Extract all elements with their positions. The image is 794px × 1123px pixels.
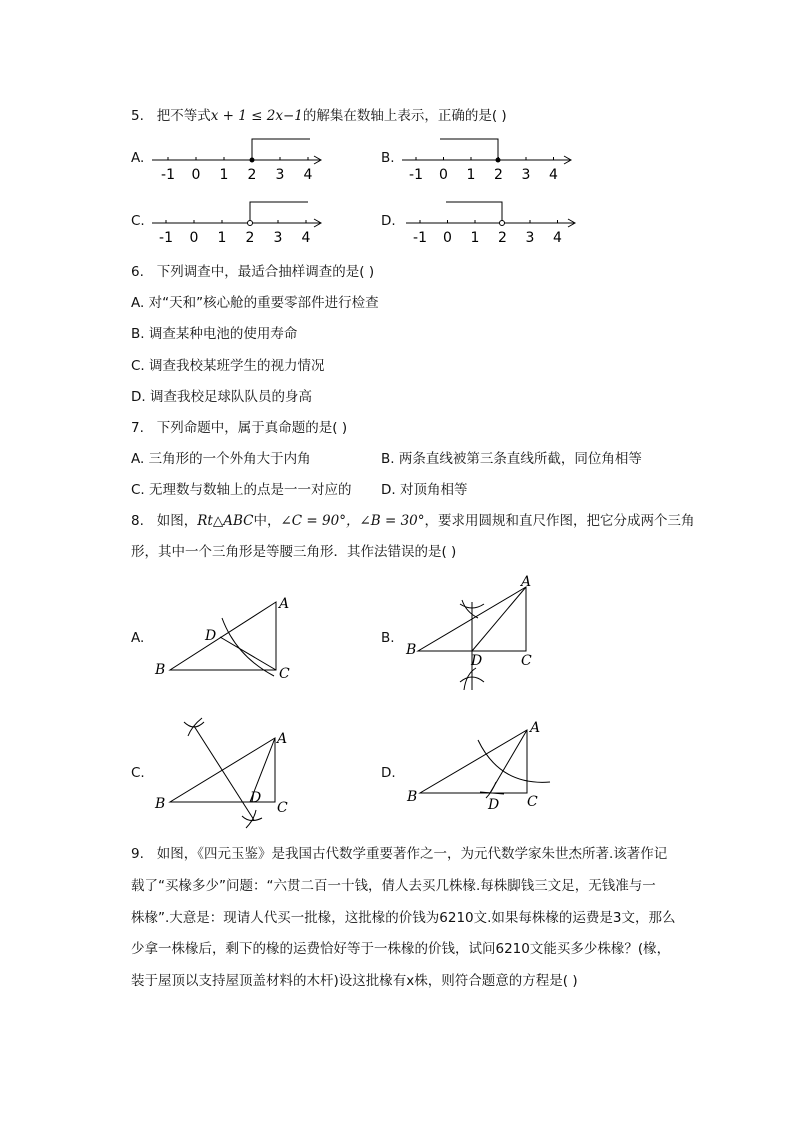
q8-stem-line2: 形，其中一个三角形是等腰三角形．其作法错误的是( ) bbox=[131, 544, 457, 560]
q6-option-d[interactable]: D. 调查我校足球队队员的身高 bbox=[131, 389, 312, 405]
tick-label: 3 bbox=[521, 167, 531, 183]
q6-option-c[interactable]: C. 调查我校某班学生的视力情况 bbox=[131, 358, 325, 374]
q7-option-d[interactable]: D. 对顶角相等 bbox=[381, 482, 468, 498]
q6-number: 6. bbox=[131, 264, 144, 280]
tick-label: 2 bbox=[498, 230, 507, 246]
q8-stem-post: ，要求用圆规和直尺作图，把它分成两个三角 bbox=[424, 513, 695, 529]
q8-b-label-b: B bbox=[406, 642, 417, 658]
q8-c-label-d: D bbox=[250, 790, 262, 806]
q7-stem bbox=[131, 416, 347, 436]
q5-number: 5. bbox=[131, 108, 144, 124]
tick-label: 2 bbox=[245, 230, 255, 246]
q7-number: 7. bbox=[131, 420, 144, 436]
q6-stem bbox=[131, 260, 374, 280]
q8-option-d-label[interactable]: D. bbox=[381, 765, 396, 781]
q8-figure-d[interactable] bbox=[400, 716, 560, 826]
q5-stem-pre: 把不等式 bbox=[156, 108, 211, 124]
q5-c-ticks bbox=[159, 220, 311, 246]
q6-option-b[interactable]: B. 调查某种电池的使用寿命 bbox=[131, 326, 298, 342]
tick-label: 4 bbox=[303, 167, 313, 183]
tick-label: 3 bbox=[525, 230, 535, 246]
tick-label: 1 bbox=[466, 167, 476, 183]
q9-line-4: 少拿一株椽后，剩下的椽的运费恰好等于一株椽的价钱，试问6210文能买多少株椽？(椽， bbox=[131, 941, 671, 957]
q9-line-2: 载了“买椽多少”问题：“六贯二百一十钱，倩人去买几株椽.每株脚钱三文足，无钱准与一 bbox=[131, 878, 656, 894]
q5-number-line-a[interactable] bbox=[148, 135, 328, 185]
tick-label: -1 bbox=[161, 167, 175, 183]
q8-c-label-a: A bbox=[277, 731, 288, 747]
tick-label: 3 bbox=[275, 167, 285, 183]
q9-number: 9. bbox=[131, 846, 144, 862]
q8-a-label-c: C bbox=[279, 666, 290, 682]
q7-stem-text: 下列命题中，属于真命题的是( ) bbox=[156, 420, 348, 436]
q5-d-ticks bbox=[413, 220, 562, 246]
q5-stem-post: 的解集在数轴上表示，正确的是( ) bbox=[302, 108, 507, 124]
tick-label: -1 bbox=[413, 230, 427, 246]
q9-line-1-text: 如图，《四元玉鉴》是我国古代数学重要著作之一，为元代数学家朱世杰所著.该著作记 bbox=[156, 846, 668, 862]
tick-label: -1 bbox=[159, 230, 173, 246]
tick-label: 2 bbox=[494, 167, 503, 183]
q5-number-line-b[interactable] bbox=[398, 135, 578, 185]
q8-triangle-name: Rt△ABC bbox=[197, 513, 254, 529]
q5-option-d-label[interactable]: D. bbox=[381, 213, 396, 229]
q8-stem-line1 bbox=[131, 509, 695, 529]
tick-label: 0 bbox=[189, 230, 199, 246]
q7-option-a[interactable]: A. 三角形的一个外角大于内角 bbox=[131, 451, 311, 467]
q6-stem-text: 下列调查中，最适合抽样调查的是( ) bbox=[156, 264, 375, 280]
q5-inequality: x + 1 ≤ 2x−1 bbox=[210, 108, 303, 124]
q8-d-label-c: C bbox=[527, 794, 538, 810]
q5-number-line-d[interactable] bbox=[402, 198, 582, 248]
q8-a-label-d: D bbox=[205, 628, 217, 644]
q5-number-line-c[interactable] bbox=[148, 198, 328, 248]
q5-b-ticks bbox=[409, 157, 558, 183]
q7-option-b[interactable]: B. 两条直线被第三条直线所截，同位角相等 bbox=[381, 451, 642, 467]
tick-label: 0 bbox=[439, 167, 448, 183]
tick-label: 1 bbox=[470, 230, 480, 246]
q5-option-c-label[interactable]: C. bbox=[131, 213, 145, 229]
q6-option-a[interactable]: A. 对“天和”核心舱的重要零部件进行检查 bbox=[131, 295, 379, 311]
q5-a-solid-point bbox=[250, 158, 255, 163]
q8-c-label-b: B bbox=[155, 796, 166, 812]
q7-option-c[interactable]: C. 无理数与数轴上的点是一一对应的 bbox=[131, 482, 352, 498]
q8-b-label-c: C bbox=[521, 653, 532, 669]
q8-c-label-c: C bbox=[277, 800, 288, 816]
tick-label: 2 bbox=[247, 167, 257, 183]
tick-label: -1 bbox=[409, 167, 423, 183]
q5-c-open-point bbox=[248, 221, 253, 226]
tick-label: 4 bbox=[553, 230, 562, 246]
q8-figure-a[interactable] bbox=[150, 590, 300, 690]
q8-d-label-d: D bbox=[488, 797, 500, 813]
q8-stem-pre: 如图， bbox=[156, 513, 198, 529]
q5-b-solid-point bbox=[496, 158, 501, 163]
q8-stem-mid: 中， bbox=[253, 513, 281, 529]
q9-line-1 bbox=[131, 842, 667, 862]
q8-a-label-a: A bbox=[279, 596, 290, 612]
q8-number: 8. bbox=[131, 513, 144, 529]
q8-option-b-label[interactable]: B. bbox=[381, 630, 395, 646]
q5-a-ticks bbox=[161, 157, 313, 183]
q9-line-3: 株椽”.大意是：现请人代买一批椽，这批椽的价钱为6210文.如果每株椽的运费是3文，那么 bbox=[131, 910, 676, 926]
tick-label: 0 bbox=[443, 230, 452, 246]
q8-d-label-b: B bbox=[407, 789, 418, 805]
q9-line-5: 装于屋顶以支持屋顶盖材料的木杆)设这批椽有x株，则符合题意的方程是( ) bbox=[131, 973, 578, 989]
tick-label: 4 bbox=[549, 167, 558, 183]
q8-b-label-a: A bbox=[521, 574, 532, 590]
q8-figure-b[interactable] bbox=[400, 572, 550, 700]
tick-label: 1 bbox=[217, 230, 227, 246]
tick-label: 1 bbox=[219, 167, 229, 183]
q5-option-b-label[interactable]: B. bbox=[381, 150, 395, 166]
q8-angles: ∠C = 90°，∠B = 30° bbox=[280, 513, 425, 529]
q5-stem bbox=[131, 104, 507, 124]
tick-label: 3 bbox=[273, 230, 283, 246]
q8-figure-c[interactable] bbox=[150, 712, 300, 832]
q5-d-open-point bbox=[500, 221, 505, 226]
q8-a-label-b: B bbox=[155, 662, 166, 678]
tick-label: 4 bbox=[301, 230, 311, 246]
q5-option-a-label[interactable]: A. bbox=[131, 150, 145, 166]
tick-label: 0 bbox=[191, 167, 201, 183]
q8-option-c-label[interactable]: C. bbox=[131, 765, 145, 781]
q8-b-label-d: D bbox=[471, 653, 483, 669]
q8-option-a-label[interactable]: A. bbox=[131, 630, 145, 646]
q8-d-label-a: A bbox=[530, 720, 541, 736]
